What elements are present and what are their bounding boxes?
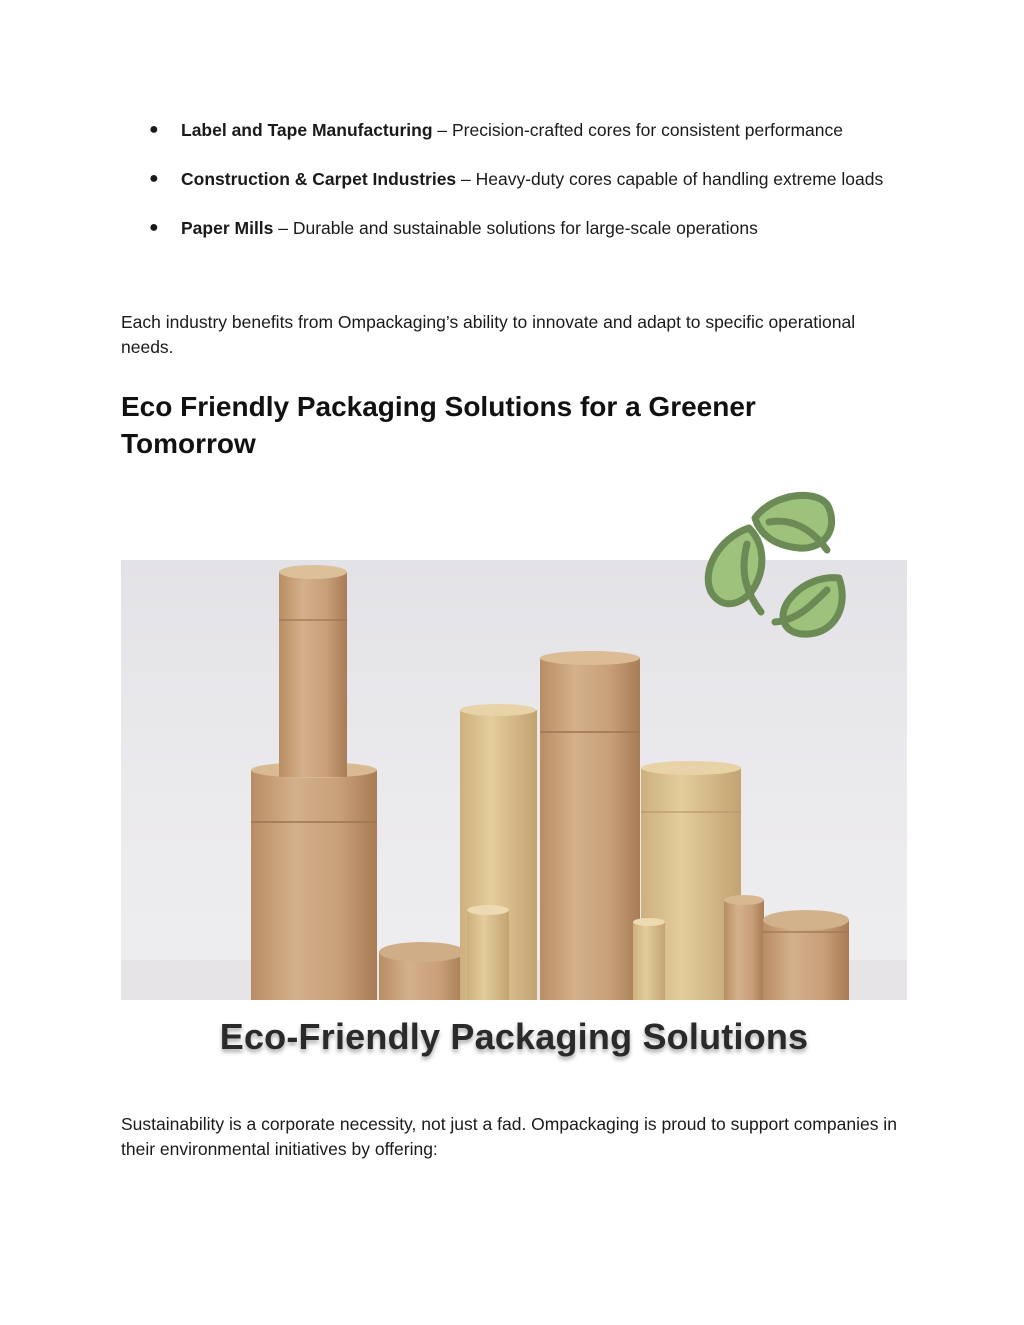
bullet-icon: ●: [149, 121, 159, 138]
item-description: – Durable and sustainable solutions for large-scale operations: [273, 218, 758, 238]
item-title: Construction & Carpet Industries: [181, 169, 457, 189]
industry-list: [121, 118, 911, 265]
recycle-leaves-icon: [699, 488, 851, 640]
list-item: [121, 167, 911, 191]
image-caption: Eco-Friendly Packaging Solutions: [219, 1016, 809, 1057]
industry-summary-paragraph: Each industry benefits from Ompackaging’s ability to innovate and adapt to specific operational needs.: [121, 312, 856, 357]
item-description: – Heavy-duty cores capable of handling extreme loads: [456, 169, 884, 189]
section-heading: Eco Friendly Packaging Solutions for a Greener Tomorrow: [121, 391, 756, 459]
list-item: [121, 118, 911, 142]
eco-packaging-figure: [121, 488, 907, 1068]
bullet-icon: ●: [149, 170, 159, 187]
item-title: Paper Mills: [181, 218, 274, 238]
item-description: – Precision-crafted cores for consistent performance: [432, 120, 843, 140]
sustainability-paragraph: Sustainability is a corporate necessity, not just a fad. Ompackaging is proud to support companies in their environmental initiatives by offering:: [121, 1114, 897, 1159]
list-item: [121, 216, 911, 240]
bullet-icon: ●: [149, 219, 159, 236]
item-title: Label and Tape Manufacturing: [181, 120, 433, 140]
